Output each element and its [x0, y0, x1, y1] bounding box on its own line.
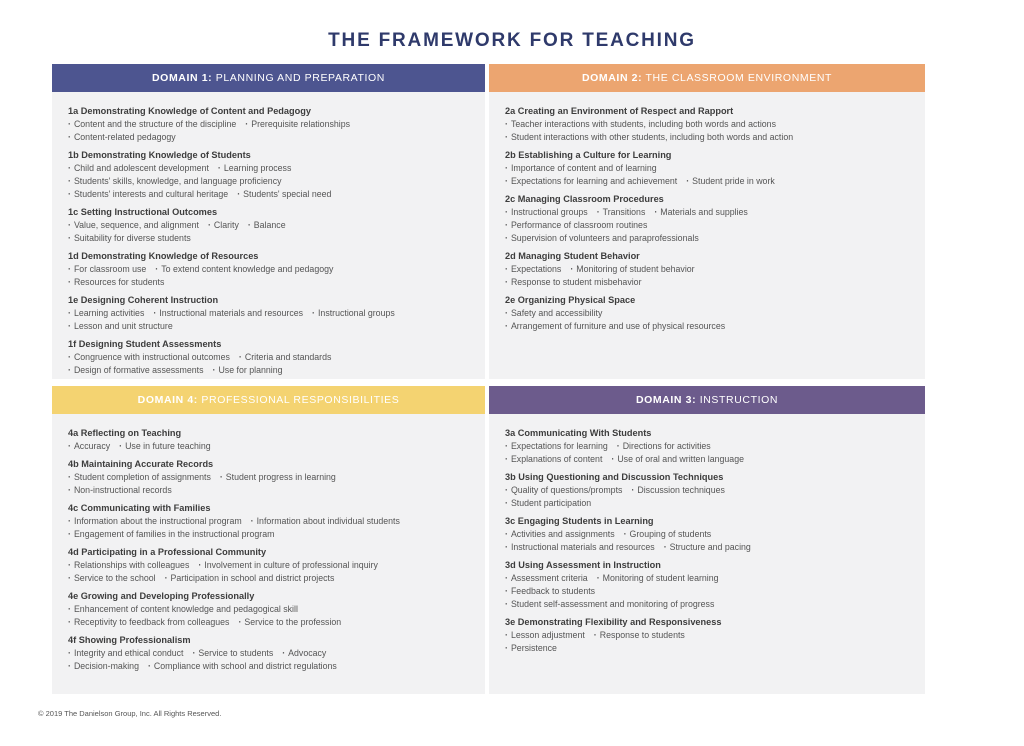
element-line — [68, 118, 469, 131]
element-line — [68, 647, 469, 660]
element-line — [68, 603, 469, 616]
component — [505, 427, 909, 466]
element-line — [68, 320, 469, 333]
domain-2-name: THE CLASSROOM ENVIRONMENT — [645, 72, 833, 84]
element-item: · Students' interests and cultural heritage — [68, 189, 228, 199]
element-item: · Lesson adjustment — [505, 630, 585, 640]
element-item: · Student pride in work — [686, 176, 775, 186]
element-item: · Structure and pacing — [664, 542, 751, 552]
component-title: 4f Showing Professionalism — [68, 635, 191, 645]
element-item: · Use of oral and written language — [611, 454, 744, 464]
element-line — [505, 219, 909, 232]
element-item: · For classroom use — [68, 264, 146, 274]
domain-4-panel — [52, 386, 485, 694]
component-title: 1d Demonstrating Knowledge of Resources — [68, 251, 259, 261]
component-title: 1e Designing Coherent Instruction — [68, 295, 219, 305]
element-item: · Compliance with school and district regulations — [148, 661, 337, 671]
element-line — [505, 118, 909, 131]
element-item: · Service to students — [192, 648, 273, 658]
element-item: · Resources for students — [68, 277, 164, 287]
component-title: 2e Organizing Physical Space — [505, 295, 636, 305]
element-item: · Persistence — [505, 643, 557, 653]
element-line — [68, 528, 469, 541]
element-item: · Relationships with colleagues — [68, 560, 189, 570]
domain-1-components — [52, 92, 485, 377]
component-title: 1c Setting Instructional Outcomes — [68, 207, 218, 217]
component — [68, 427, 469, 453]
element-line — [505, 629, 909, 642]
element-item: · Teacher interactions with students, including both words and actions — [505, 119, 776, 129]
component-title: 4e Growing and Developing Professionally — [68, 591, 255, 601]
domain-4-label: DOMAIN 4: — [137, 394, 198, 406]
element-item: · Supervision of volunteers and paraprofessionals — [505, 233, 699, 243]
element-item: · Student completion of assignments — [68, 472, 211, 482]
element-item: · Arrangement of furniture and use of physical resources — [505, 321, 725, 331]
component-title: 3e Demonstrating Flexibility and Responsiveness — [505, 617, 722, 627]
component — [505, 149, 909, 188]
element-item: · Information about the instructional program — [68, 516, 242, 526]
element-item: · Balance — [248, 220, 286, 230]
component — [505, 105, 909, 144]
component-title: 3d Using Assessment in Instruction — [505, 560, 661, 570]
element-item: · Lesson and unit structure — [68, 321, 173, 331]
element-line — [505, 541, 909, 554]
element-line — [68, 660, 469, 673]
element-item: · Use for planning — [213, 365, 283, 375]
component — [505, 471, 909, 510]
domain-1-header — [52, 64, 485, 92]
component-title: 2b Establishing a Culture for Learning — [505, 150, 672, 160]
element-item: · Student self-assessment and monitoring of progress — [505, 599, 714, 609]
element-line — [68, 162, 469, 175]
component — [68, 546, 469, 585]
domain-4-header — [52, 386, 485, 414]
element-line — [505, 440, 909, 453]
component — [505, 559, 909, 611]
element-line — [68, 351, 469, 364]
element-item: · Content and the structure of the discipline — [68, 119, 236, 129]
element-item: · Instructional groups — [505, 207, 588, 217]
domain-3-components — [489, 414, 925, 655]
component-title: 3a Communicating With Students — [505, 428, 652, 438]
element-line — [505, 131, 909, 144]
element-item: · Instructional materials and resources — [505, 542, 655, 552]
element-line — [68, 175, 469, 188]
element-line — [68, 572, 469, 585]
component-title: 4d Participating in a Professional Community — [68, 547, 267, 557]
element-line — [68, 484, 469, 497]
element-item: · Feedback to students — [505, 586, 595, 596]
element-line — [505, 484, 909, 497]
element-item: · Content-related pedagogy — [68, 132, 176, 142]
element-item: · Student progress in learning — [220, 472, 336, 482]
domain-2-header — [489, 64, 925, 92]
component-title: 1b Demonstrating Knowledge of Students — [68, 150, 251, 160]
element-item: · Expectations — [505, 264, 561, 274]
element-item: · Student participation — [505, 498, 591, 508]
element-item: · Response to student misbehavior — [505, 277, 642, 287]
element-line — [68, 232, 469, 245]
element-line — [68, 263, 469, 276]
component — [68, 105, 469, 144]
element-item: · Activities and assignments — [505, 529, 615, 539]
element-item: · Importance of content and of learning — [505, 163, 657, 173]
component — [68, 502, 469, 541]
domain-1-panel — [52, 64, 485, 379]
element-item: · Learning activities — [68, 308, 144, 318]
component-title: 3b Using Questioning and Discussion Techniques — [505, 472, 724, 482]
element-item: · Enhancement of content knowledge and pedagogical skill — [68, 604, 298, 614]
element-item: · Learning process — [218, 163, 291, 173]
element-item: · Response to students — [594, 630, 685, 640]
element-line — [68, 188, 469, 201]
component — [505, 515, 909, 554]
component-title: 3c Engaging Students in Learning — [505, 516, 654, 526]
element-item: · Congruence with instructional outcomes — [68, 352, 230, 362]
component — [68, 149, 469, 201]
element-item: · Engagement of families in the instructional program — [68, 529, 274, 539]
element-item: · Child and adolescent development — [68, 163, 209, 173]
element-item: · Suitability for diverse students — [68, 233, 191, 243]
component — [505, 250, 909, 289]
component — [68, 250, 469, 289]
element-item: · Advocacy — [282, 648, 326, 658]
component-title: 2d Managing Student Behavior — [505, 251, 640, 261]
element-line — [68, 471, 469, 484]
domain-3-header — [489, 386, 925, 414]
element-item: · Directions for activities — [617, 441, 711, 451]
component — [68, 634, 469, 673]
page-title: THE FRAMEWORK FOR TEACHING — [328, 30, 696, 51]
element-item: · Transitions — [597, 207, 646, 217]
component-title: 1f Designing Student Assessments — [68, 339, 222, 349]
component — [505, 616, 909, 655]
element-item: · Design of formative assessments — [68, 365, 204, 375]
element-line — [68, 364, 469, 377]
domain-3-panel — [489, 386, 925, 694]
element-line — [505, 206, 909, 219]
element-line — [68, 219, 469, 232]
element-line — [68, 276, 469, 289]
component — [68, 590, 469, 629]
component — [505, 294, 909, 333]
element-line — [505, 162, 909, 175]
element-item: · Grouping of students — [624, 529, 712, 539]
component — [68, 206, 469, 245]
component — [68, 458, 469, 497]
element-item: · Integrity and ethical conduct — [68, 648, 183, 658]
element-item: · Materials and supplies — [654, 207, 747, 217]
component-title: 4c Communicating with Families — [68, 503, 211, 513]
element-item: · Discussion techniques — [631, 485, 724, 495]
element-item: · Monitoring of student learning — [597, 573, 719, 583]
element-line — [505, 453, 909, 466]
element-item: · Value, sequence, and alignment — [68, 220, 199, 230]
domain-3-name: INSTRUCTION — [699, 394, 779, 406]
element-item: · Quality of questions/prompts — [505, 485, 622, 495]
element-item: · Expectations for learning — [505, 441, 608, 451]
domain-1-label: DOMAIN 1: — [152, 72, 213, 84]
element-item: · Assessment criteria — [505, 573, 588, 583]
domain-2-label: DOMAIN 2: — [581, 72, 643, 84]
domain-3-label: DOMAIN 3: — [635, 394, 697, 406]
element-item: · Prerequisite relationships — [245, 119, 350, 129]
element-line — [505, 232, 909, 245]
element-line — [505, 528, 909, 541]
element-line — [68, 131, 469, 144]
domain-1-name: PLANNING AND PREPARATION — [215, 72, 385, 84]
domain-4-components — [52, 414, 485, 673]
component-title: 1a Demonstrating Knowledge of Content and Pedagogy — [68, 106, 311, 116]
element-item: · Expectations for learning and achievement — [505, 176, 677, 186]
element-line — [505, 307, 909, 320]
element-line — [68, 616, 469, 629]
element-item: · Performance of classroom routines — [505, 220, 647, 230]
domain-2-components — [489, 92, 925, 333]
element-line — [68, 515, 469, 528]
element-item: · Criteria and standards — [239, 352, 332, 362]
element-line — [68, 559, 469, 572]
element-line — [505, 175, 909, 188]
domain-4-name: PROFESSIONAL RESPONSIBILITIES — [201, 394, 400, 406]
element-item: · To extend content knowledge and pedagogy — [155, 264, 333, 274]
element-line — [505, 497, 909, 510]
copyright-footer: © 2019 The Danielson Group, Inc. All Rights Reserved. — [38, 709, 222, 718]
element-item: · Non-instructional records — [68, 485, 172, 495]
element-item: · Information about individual students — [251, 516, 400, 526]
component — [68, 338, 469, 377]
element-item: · Instructional materials and resources — [153, 308, 303, 318]
element-item: · Students' special need — [237, 189, 331, 199]
element-item: · Involvement in culture of professional inquiry — [198, 560, 378, 570]
element-line — [505, 598, 909, 611]
element-item: · Participation in school and district projects — [165, 573, 335, 583]
element-item: · Receptivity to feedback from colleagues — [68, 617, 229, 627]
domain-2-panel — [489, 64, 925, 379]
element-item: · Accuracy — [68, 441, 110, 451]
component-title: 4b Maintaining Accurate Records — [68, 459, 214, 469]
element-item: · Monitoring of student behavior — [570, 264, 694, 274]
element-item: · Use in future teaching — [119, 441, 211, 451]
element-item: · Explanations of content — [505, 454, 602, 464]
element-line — [505, 572, 909, 585]
element-item: · Student interactions with other students, including both words and action — [505, 132, 793, 142]
element-line — [505, 263, 909, 276]
element-line — [68, 307, 469, 320]
component-title: 2c Managing Classroom Procedures — [505, 194, 664, 204]
element-item: · Clarity — [208, 220, 239, 230]
component — [68, 294, 469, 333]
element-item: · Students' skills, knowledge, and language proficiency — [68, 176, 282, 186]
element-line — [505, 276, 909, 289]
component — [505, 193, 909, 245]
component-title: 4a Reflecting on Teaching — [68, 428, 182, 438]
element-line — [68, 440, 469, 453]
element-line — [505, 585, 909, 598]
element-item: · Instructional groups — [312, 308, 395, 318]
element-line — [505, 320, 909, 333]
element-item: · Decision-making — [68, 661, 139, 671]
element-item: · Service to the profession — [238, 617, 341, 627]
element-line — [505, 642, 909, 655]
element-item: · Service to the school — [68, 573, 156, 583]
component-title: 2a Creating an Environment of Respect and Rapport — [505, 106, 734, 116]
element-item: · Safety and accessibility — [505, 308, 602, 318]
